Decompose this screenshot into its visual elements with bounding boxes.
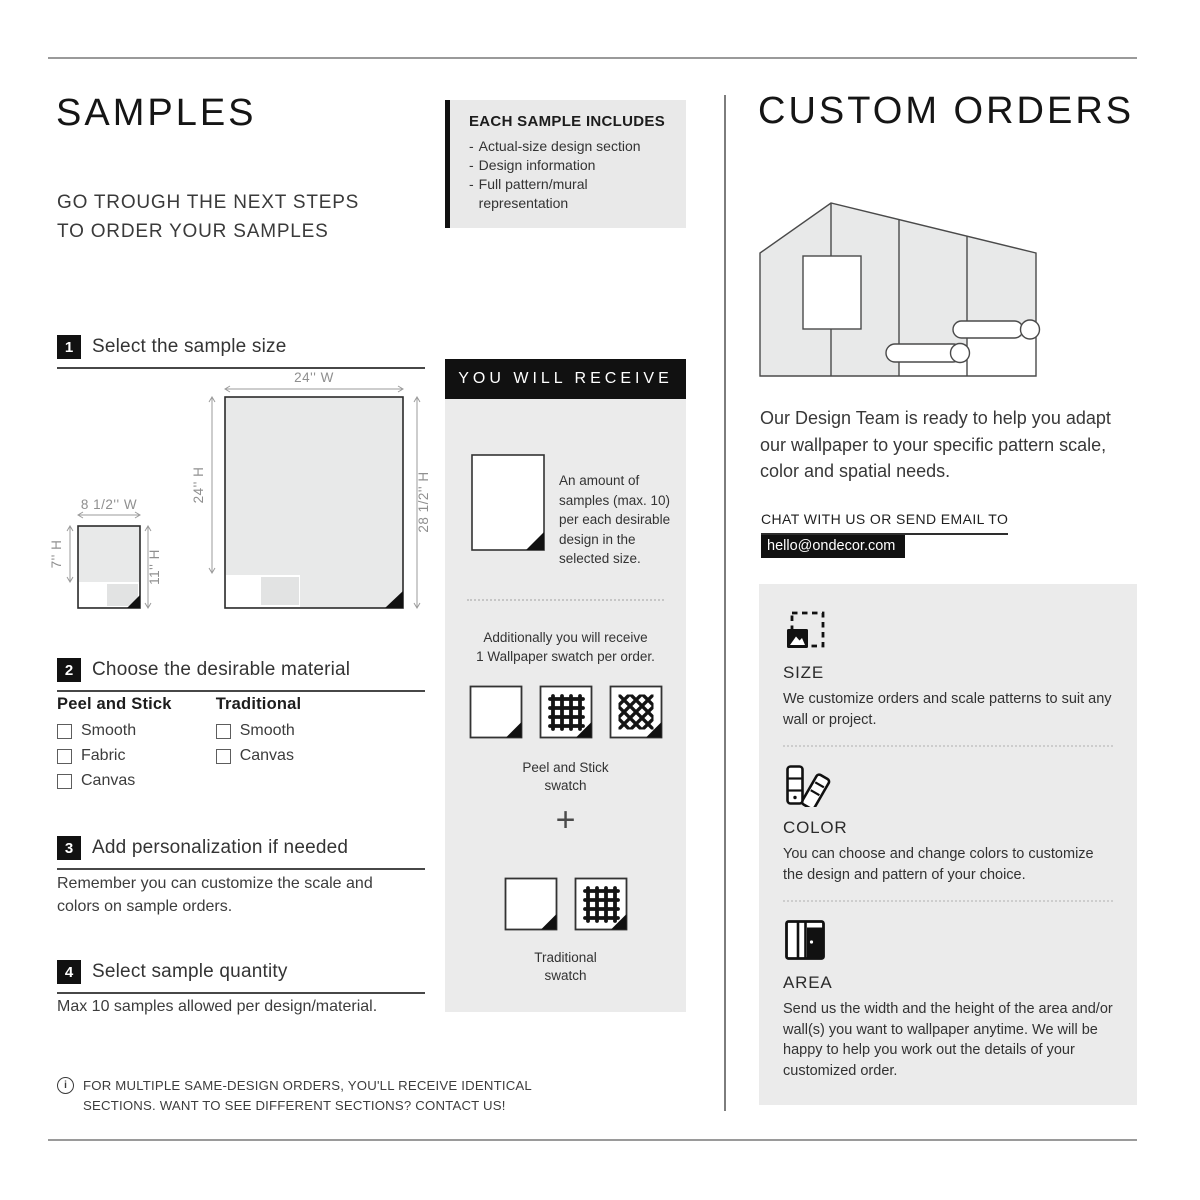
large-width-label: 24'' W xyxy=(294,370,334,385)
bullet-dash: - xyxy=(469,156,474,173)
sample-sheet-icon xyxy=(471,454,545,551)
each-sample-includes-box xyxy=(445,100,686,228)
color-swatches-icon xyxy=(783,763,1113,805)
column-divider xyxy=(724,95,726,1111)
material-option-fabric[interactable] xyxy=(57,747,172,765)
material-option-smooth[interactable] xyxy=(57,722,172,740)
includes-title: EACH SAMPLE INCLUDES xyxy=(469,113,666,130)
email-link[interactable]: hello@ondecor.com xyxy=(761,535,905,558)
traditional-column xyxy=(216,695,329,797)
customization-features-panel xyxy=(759,584,1137,1105)
step-3-body: Remember you can customize the scale and colors on sample orders. xyxy=(57,875,373,916)
step-2 xyxy=(57,658,425,692)
large-height-left-label: 24'' H xyxy=(191,466,206,504)
option-label: Smooth xyxy=(239,722,295,739)
additional-swatch-text xyxy=(445,629,686,667)
checkbox-icon[interactable] xyxy=(216,749,231,764)
step-3 xyxy=(57,836,425,870)
label-line: Traditional xyxy=(534,950,597,965)
option-label: Canvas xyxy=(239,747,294,764)
samples-amount-caption: An amount of samples (max. 10) per each desirable design in the selected size. xyxy=(559,473,671,567)
contact-label: CHAT WITH US OR SEND EMAIL TO xyxy=(761,511,1008,535)
dotted-separator xyxy=(783,900,1113,902)
feature-color xyxy=(783,763,1113,885)
bullet-dash: - xyxy=(469,138,474,154)
crosshatch-pattern-swatch-icon xyxy=(609,685,663,739)
bottom-rule xyxy=(48,1139,1137,1141)
sample-size-diagram xyxy=(48,360,440,620)
custom-orders-title: CUSTOM ORDERS xyxy=(758,90,1135,132)
feature-size xyxy=(783,608,1113,730)
large-sample-inner xyxy=(261,577,299,605)
feature-color-title: COLOR xyxy=(783,818,848,838)
step-1-title: Select the sample size xyxy=(92,336,287,357)
includes-item xyxy=(469,137,674,156)
plus-sign: + xyxy=(555,801,576,839)
step-4-title: Select sample quantity xyxy=(92,961,288,982)
small-height-right-label: 11'' H xyxy=(147,549,162,585)
you-will-receive-header: YOU WILL RECEIVE xyxy=(445,359,686,399)
custom-orders-intro: Our Design Team is ready to help you adapt our wallpaper to your specific pattern scale, color and spatial needs. xyxy=(760,408,1111,482)
traditional-swatch-label xyxy=(445,949,686,985)
traditional-swatches xyxy=(445,877,686,931)
step-3-title: Add personalization if needed xyxy=(92,837,349,858)
additional-line: 1 Wallpaper swatch per order. xyxy=(476,648,655,664)
checkbox-icon[interactable] xyxy=(57,724,72,739)
includes-item-text: Design information xyxy=(478,156,596,173)
feature-area xyxy=(783,918,1113,1081)
step-4-head xyxy=(57,960,425,994)
you-will-receive-panel xyxy=(445,399,686,1012)
step-1-number: 1 xyxy=(57,335,81,359)
includes-item-text: Full pattern/mural representation xyxy=(478,175,588,211)
note-line: FOR MULTIPLE SAME-DESIGN ORDERS, YOU'LL RECEIVE IDENTICAL xyxy=(83,1078,532,1093)
checkbox-icon[interactable] xyxy=(57,749,72,764)
dotted-separator xyxy=(467,599,664,601)
peel-and-stick-swatch-label xyxy=(445,759,686,795)
small-height-left-label: 7'' H xyxy=(49,539,64,569)
footer-note xyxy=(57,1076,557,1116)
material-option-canvas-traditional[interactable] xyxy=(216,747,329,765)
peel-and-stick-header: Peel and Stick xyxy=(57,695,172,713)
checkbox-icon[interactable] xyxy=(57,774,72,789)
large-height-right-label: 28 1/2'' H xyxy=(416,471,431,533)
blank-swatch-icon xyxy=(504,877,558,931)
step-2-head xyxy=(57,658,425,692)
info-icon: i xyxy=(57,1077,74,1094)
step-3-head xyxy=(57,836,425,870)
grid-pattern-swatch-icon xyxy=(574,877,628,931)
bullet-dash: - xyxy=(469,175,474,192)
window xyxy=(803,256,861,329)
material-option-canvas[interactable] xyxy=(57,772,172,790)
step-2-number: 2 xyxy=(57,658,81,682)
additional-line: Additionally you will receive xyxy=(483,630,648,645)
contact-block xyxy=(761,511,1008,558)
dotted-separator xyxy=(783,745,1113,747)
option-label: Smooth xyxy=(81,722,137,739)
step-3-number: 3 xyxy=(57,836,81,860)
peel-and-stick-swatches xyxy=(445,685,686,739)
includes-item xyxy=(469,156,674,175)
blank-swatch-icon xyxy=(469,685,523,739)
grid-pattern-swatch-icon xyxy=(539,685,593,739)
subtitle-line: GO TROUGH THE NEXT STEPS xyxy=(57,192,360,213)
wall-area-icon xyxy=(783,918,1113,960)
material-option-smooth-traditional[interactable] xyxy=(216,722,329,740)
feature-area-title: AREA xyxy=(783,973,833,993)
subtitle-line: TO ORDER YOUR SAMPLES xyxy=(57,221,329,243)
includes-item xyxy=(469,175,674,213)
peel-and-stick-column xyxy=(57,695,172,797)
feature-area-body: Send us the width and the height of the area and/or wall(s) you want to wallpaper anytime. We will be happy to help you work out the details of your customized order. xyxy=(783,1001,1113,1080)
materials-options xyxy=(57,695,329,797)
label-line: swatch xyxy=(544,968,587,984)
note-line: SECTIONS. WANT TO SEE DIFFERENT SECTIONS? CONTACT US! xyxy=(83,1097,506,1113)
step-4-body: Max 10 samples allowed per design/material. xyxy=(57,998,378,1015)
step-4-number: 4 xyxy=(57,960,81,984)
top-rule xyxy=(48,57,1137,59)
option-label: Canvas xyxy=(81,772,136,789)
feature-size-title: SIZE xyxy=(783,663,824,682)
samples-title: SAMPLES xyxy=(56,92,257,134)
feature-size-body: We customize orders and scale patterns to suit any wall or project. xyxy=(783,691,1112,728)
checkbox-icon[interactable] xyxy=(216,724,231,739)
traditional-header: Traditional xyxy=(215,695,302,713)
step-4 xyxy=(57,960,425,994)
step-2-title: Choose the desirable material xyxy=(92,659,351,680)
small-width-label: 8 1/2'' W xyxy=(80,497,138,512)
wallpaper-wall-illustration xyxy=(755,195,1045,390)
label-line: swatch xyxy=(544,778,587,794)
feature-color-body: You can choose and change colors to customize the design and pattern of your choice. xyxy=(783,846,1094,883)
image-crop-icon xyxy=(783,608,1113,650)
includes-item-text: Actual-size design section xyxy=(478,138,641,154)
label-line: Peel and Stick xyxy=(522,760,609,775)
option-label: Fabric xyxy=(81,747,126,764)
samples-subtitle xyxy=(57,188,359,247)
footer-note-text xyxy=(83,1076,532,1116)
